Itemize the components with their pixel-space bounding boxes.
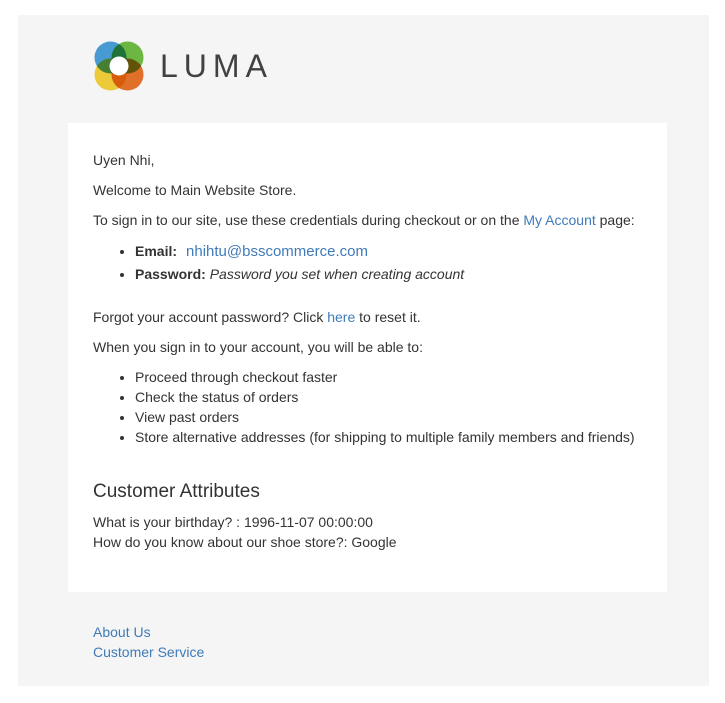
signin-text-before: To sign in to our site, use these credentials during checkout or on the [93, 212, 524, 228]
store-source-attribute: How do you know about our shoe store?: Google [93, 534, 397, 550]
forgot-text-after: to reset it. [355, 309, 421, 325]
birthday-attribute: What is your birthday? : 1996-11-07 00:00:00 [93, 514, 373, 530]
luma-logo[interactable] [93, 40, 667, 92]
forgot-password-text [93, 307, 642, 327]
email-body-panel [18, 15, 709, 686]
email-content-card [68, 123, 667, 592]
password-hint: Password you set when creating account [209, 266, 465, 282]
benefit-item: • Store alternative addresses (for shipping to multiple family members and friends) [135, 427, 642, 447]
customer-attributes-heading: Customer Attributes [93, 481, 260, 502]
signin-text-after: page: [595, 212, 635, 228]
password-label: Password: [135, 266, 206, 282]
about-us-link[interactable]: About Us [93, 624, 151, 640]
password-credential-item [135, 263, 642, 285]
benefits-list [93, 367, 642, 447]
luma-logo-icon [93, 40, 145, 92]
benefit-item: • View past orders [135, 407, 642, 427]
forgot-text-before: Forgot your account password? Click [93, 309, 328, 325]
reset-password-link[interactable]: here [327, 309, 356, 325]
customer-service-link[interactable]: Customer Service [93, 644, 205, 660]
luma-wordmark: LUMA [160, 48, 273, 84]
email-credential-item [135, 240, 642, 263]
my-account-link[interactable]: My Account [523, 212, 596, 228]
greeting-text: Uyen Nhi, [93, 152, 155, 168]
customer-email-link[interactable]: nhihtu@bsscommerce.com [186, 243, 368, 260]
customer-attributes-values [93, 512, 642, 552]
benefit-item: • Proceed through checkout faster [135, 367, 642, 387]
signin-instructions [93, 210, 642, 230]
benefit-item: • Check the status of orders [135, 387, 642, 407]
welcome-text: Welcome to Main Website Store. [93, 182, 297, 198]
email-footer [93, 622, 667, 662]
benefits-intro-text: When you sign in to your account, you will be able to: [93, 339, 423, 355]
email-label: Email: [135, 243, 178, 259]
credentials-list [93, 240, 642, 285]
